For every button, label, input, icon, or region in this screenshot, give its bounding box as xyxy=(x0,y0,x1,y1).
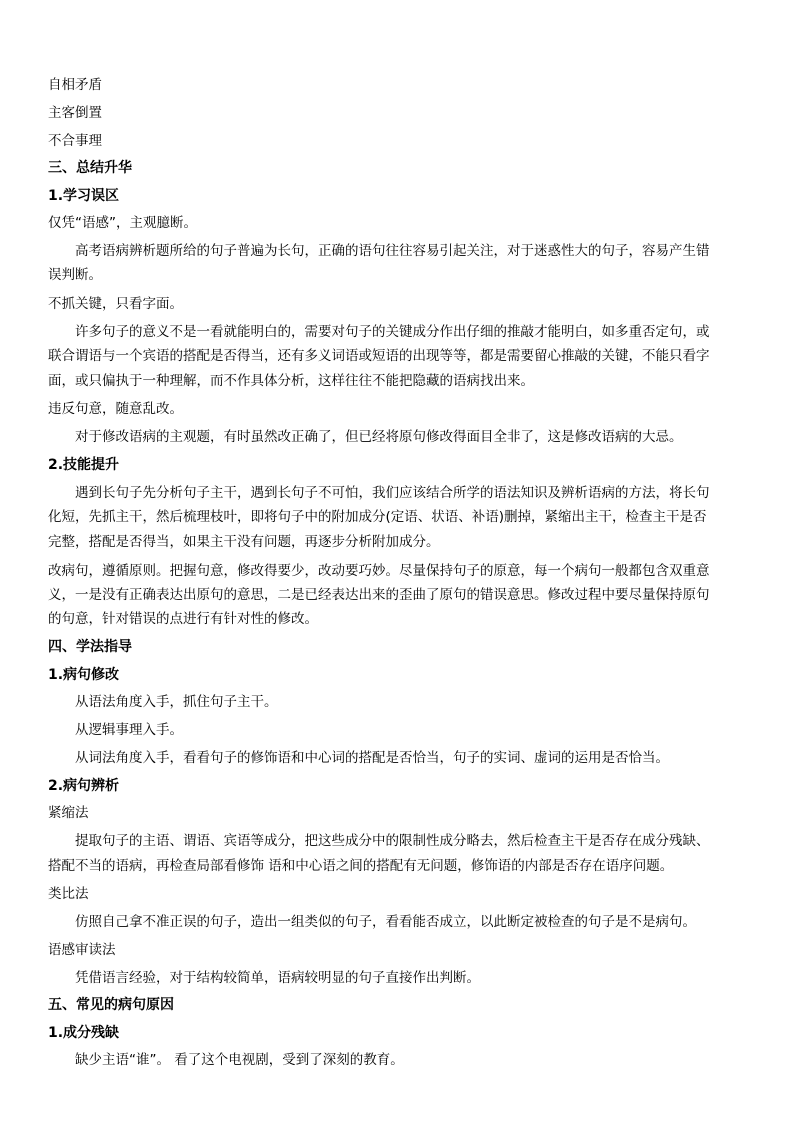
text-line: 从逻辑事理入手。 xyxy=(75,722,183,738)
text-line: 联合谓语与一个宾语的搭配是否得当，还有多义词语或短语的出现等等，都是需要留心推敲的关键，不能只看字 xyxy=(48,348,710,364)
text-line: 面，或只偏执于一种理解，而不作具体分析，这样往往不能把隐藏的语病找出来。 xyxy=(48,373,534,389)
text-line: 仿照自己拿不准正误的句子，造出一组类似的句子，看看能否成立，以此断定被检查的句子是不是病句。 xyxy=(75,914,696,930)
text-line: 许多句子的意义不是一看就能明白的，需要对句子的关键成分作出仔细的推敲才能明白，如多重否定句，或 xyxy=(75,324,710,340)
text-line: 改病句，遵循原则。把握句意，修改得要少，改动要巧妙。尽量保持句子的原意，每一个病句一般都包含双重意 xyxy=(48,563,710,579)
text-line: 不抓关键，只看字面。 xyxy=(48,296,183,312)
subsection-heading: 1.成分残缺 xyxy=(48,1025,120,1041)
text-line: 的句意，针对错误的点进行有针对性的修改。 xyxy=(48,611,318,627)
subsection-heading: 2.技能提升 xyxy=(48,457,120,473)
text-line: 搭配不当的语病，再检查局部看修饰 语和中心语之间的搭配有无问题，修饰语的内部是否存在语序问题。 xyxy=(48,858,674,874)
text-line: 遇到长句子先分析句子主干，遇到长句子不可怕，我们应该结合所学的语法知识及辨析语病的方法，将长句 xyxy=(75,485,710,501)
text-line: 不合事理 xyxy=(48,133,102,149)
text-line: 主客倒置 xyxy=(48,105,102,121)
text-line: 语感审读法 xyxy=(48,942,116,958)
section-heading: 五、常见的病句原因 xyxy=(48,997,174,1013)
text-line: 高考语病辨析题所给的句子普遍为长句，正确的语句往往容易引起关注，对于迷惑性大的句子，容易产生错 xyxy=(75,243,710,259)
text-line: 紧缩法 xyxy=(48,805,89,821)
text-line: 从语法角度入手，抓住句子主干。 xyxy=(75,694,278,710)
text-line: 缺少主语“谁”。 看了这个电视剧，受到了深刻的教育。 xyxy=(75,1052,404,1068)
subsection-heading: 2.病句辨析 xyxy=(48,778,120,794)
text-line: 对于修改语病的主观题，有时虽然改正确了，但已经将原句修改得面目全非了，这是修改语病的大忌。 xyxy=(75,429,683,445)
subsection-heading: 1.学习误区 xyxy=(48,188,120,204)
text-line: 提取句子的主语、谓语、宾语等成分，把这些成分中的限制性成分略去，然后检查主干是否存在成分残缺、 xyxy=(75,833,710,849)
text-line: 义，一是没有正确表达出原句的意思，二是已经表达出来的歪曲了原句的错误意思。修改过程中要尽量保持原句 xyxy=(48,587,710,603)
text-line: 类比法 xyxy=(48,886,89,902)
text-line: 化短，先抓主干，然后梳理枝叶，即将句子中的附加成分(定语、状语、补语)删掉，紧缩出主干，检查主干是否 xyxy=(48,509,707,525)
text-line: 仅凭“语感”，主观臆断。 xyxy=(48,215,197,231)
subsection-heading: 1.病句修改 xyxy=(48,667,120,683)
text-line: 凭借语言经验，对于结构较简单，语病较明显的句子直接作出判断。 xyxy=(75,970,480,986)
text-line: 自相矛盾 xyxy=(48,77,102,93)
text-line: 完整，搭配是否得当，如果主干没有问题，再逐步分析附加成分。 xyxy=(48,534,440,550)
section-heading: 四、学法指导 xyxy=(48,639,132,655)
text-line: 误判断。 xyxy=(48,267,102,283)
text-line: 违反句意，随意乱改。 xyxy=(48,401,183,417)
text-line: 从词法角度入手，看看句子的修饰语和中心词的搭配是否恰当，句子的实词、虚词的运用是否恰当。 xyxy=(75,750,669,766)
section-heading: 三、总结升华 xyxy=(48,160,132,176)
